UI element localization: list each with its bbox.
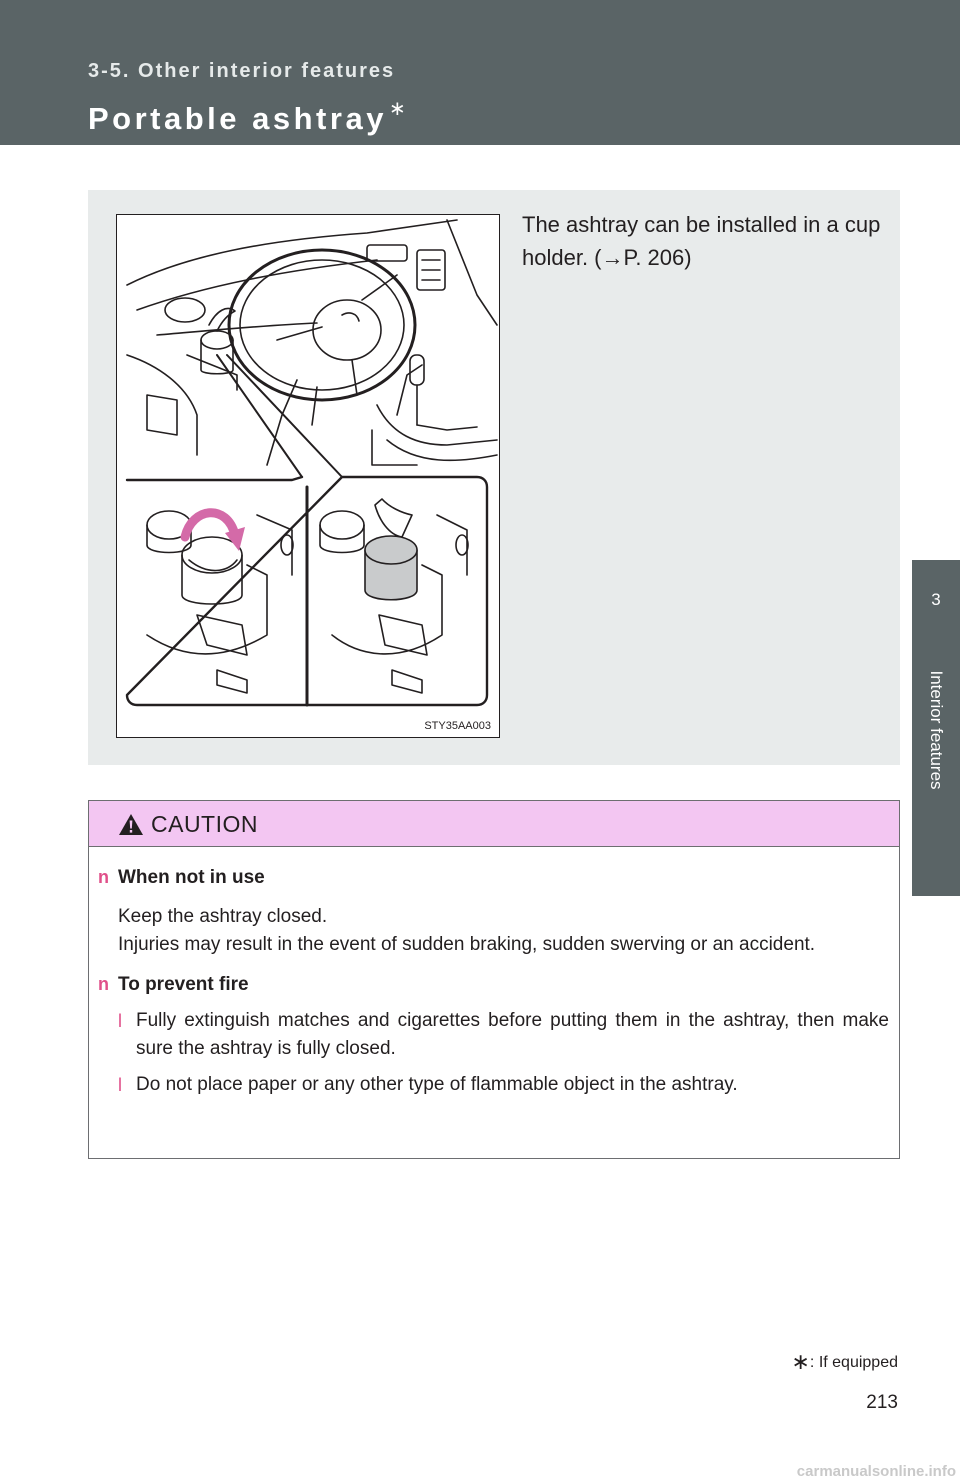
caution-line: Injuries may result in the event of sudden braking, sudden swerving or an accident.: [118, 934, 816, 955]
dot-bullet-icon: l: [118, 1011, 122, 1031]
caution-list-item: [118, 1071, 889, 1099]
caution-title: CAUTION: [151, 811, 258, 837]
page-title: [88, 96, 406, 137]
if-equipped-mark: ∗: [388, 98, 406, 120]
section-label: 3-5. Other interior features: [88, 60, 396, 82]
caution-box: [88, 800, 900, 1159]
figure-code: STY35AA003: [424, 720, 491, 732]
caution-header: [89, 801, 899, 847]
footnote-mark: ∗: [791, 1349, 810, 1374]
caution-heading-text: To prevent fire: [118, 974, 249, 995]
ashtray-drawing: [117, 215, 501, 739]
caution-line: Keep the ashtray closed.: [118, 906, 328, 927]
square-bullet-icon: n: [98, 867, 109, 887]
page-number: 213: [866, 1392, 898, 1413]
chapter-number: 3: [931, 590, 941, 609]
chapter-label: Interior features: [927, 670, 946, 790]
dot-bullet-icon: l: [118, 1075, 122, 1095]
caution-item-text: Do not place paper or any other type of flammable object in the ashtray.: [136, 1074, 738, 1095]
caution-heading-text: When not in use: [118, 867, 265, 888]
caution-item-text: Fully extinguish matches and cigarettes before putting them in the ashtray, then make sure the ashtray is fully closed.: [136, 1010, 889, 1059]
footnote-text: : If equipped: [809, 1354, 898, 1371]
watermark: carmanualsonline.info: [796, 1463, 956, 1480]
square-bullet-icon: n: [98, 974, 109, 994]
intro-text: The ashtray can be installed in a cup holder. (→P. 206): [522, 212, 881, 270]
footnote: [791, 1349, 898, 1375]
caution-body: [98, 863, 889, 1099]
caution-heading-not-in-use: [98, 863, 889, 892]
caution-list-item: [118, 1007, 889, 1063]
warning-triangle-icon: [118, 813, 144, 836]
ashtray-illustration: [116, 214, 500, 738]
caution-heading-prevent-fire: [98, 970, 889, 999]
page-title-text: Portable ashtray: [88, 101, 387, 136]
